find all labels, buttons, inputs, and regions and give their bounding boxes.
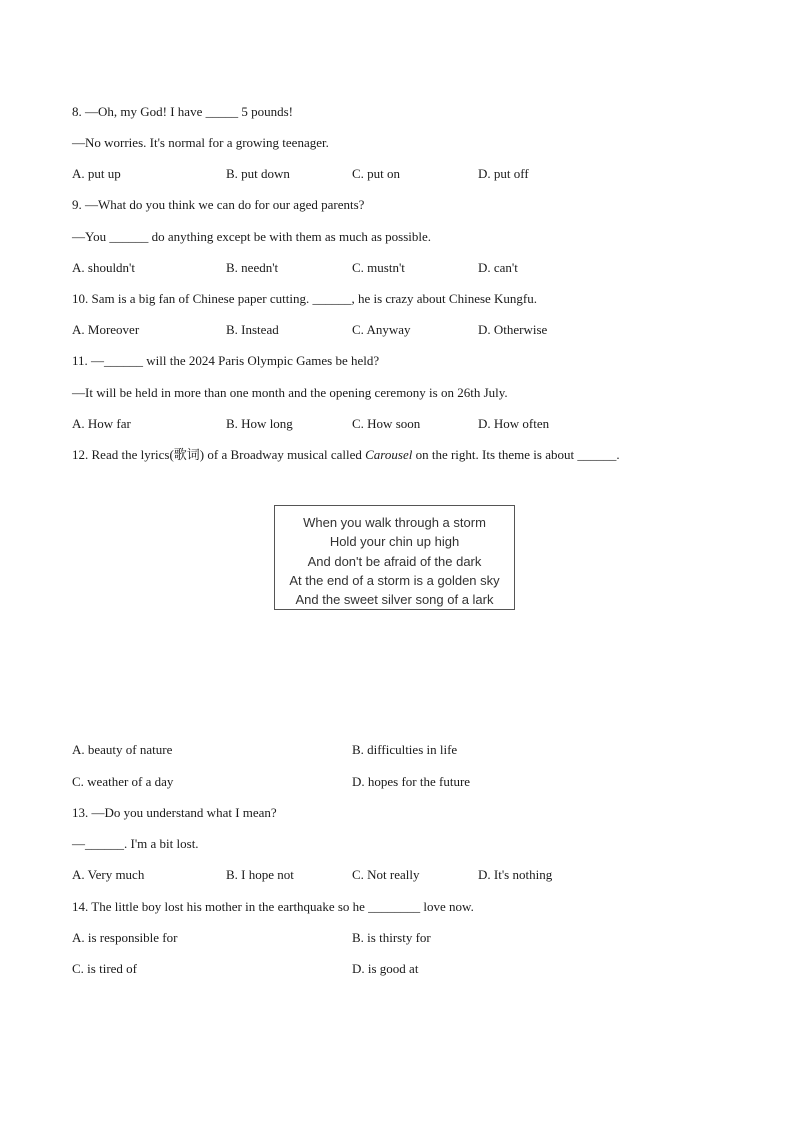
q13-option-a: A. Very much bbox=[72, 867, 145, 882]
question-12-stem: 12. Read the lyrics(歌词) of a Broadway musical called Carousel on the right. Its theme is about ______. bbox=[72, 447, 620, 462]
q11-option-a: A. How far bbox=[72, 416, 131, 431]
q14-option-a: A. is responsible for bbox=[72, 930, 178, 945]
question-9-stem: 9. —What do you think we can do for our aged parents? bbox=[72, 197, 365, 212]
q10-option-d: D. Otherwise bbox=[478, 322, 548, 337]
question-13-stem: 13. —Do you understand what I mean? bbox=[72, 805, 277, 820]
question-14-stem: 14. The little boy lost his mother in the earthquake so he ________ love now. bbox=[72, 899, 474, 914]
question-11-reply: —It will be held in more than one month and the opening ceremony is on 26th July. bbox=[72, 385, 508, 400]
question-11-stem: 11. —______ will the 2024 Paris Olympic Games be held? bbox=[72, 353, 380, 368]
q13-option-b: B. I hope not bbox=[226, 867, 294, 882]
q10-option-a: A. Moreover bbox=[72, 322, 140, 337]
q8-option-c: C. put on bbox=[352, 166, 401, 181]
q14-option-d: D. is good at bbox=[352, 961, 419, 976]
q8-option-b: B. put down bbox=[226, 166, 290, 181]
q8-option-a: A. put up bbox=[72, 166, 121, 181]
q9-option-c: C. mustn't bbox=[352, 260, 405, 275]
q13-option-d: D. It's nothing bbox=[478, 867, 553, 882]
question-8-stem: 8. —Oh, my God! I have _____ 5 pounds! bbox=[72, 104, 293, 119]
question-13-reply: —______. I'm a bit lost. bbox=[72, 836, 199, 851]
question-8-reply: —No worries. It's normal for a growing teenager. bbox=[72, 135, 329, 150]
q9-option-b: B. needn't bbox=[226, 260, 279, 275]
lyrics-line: At the end of a storm is a golden sky bbox=[289, 572, 500, 588]
q9-option-d: D. can't bbox=[478, 260, 518, 275]
lyrics-line: When you walk through a storm bbox=[303, 515, 486, 530]
q12-option-d: D. hopes for the future bbox=[352, 774, 471, 789]
q12-option-c: C. weather of a day bbox=[72, 774, 174, 789]
q8-option-d: D. put off bbox=[478, 166, 529, 181]
lyrics-line: And don't be afraid of the dark bbox=[307, 553, 482, 569]
q11-option-b: B. How long bbox=[226, 416, 293, 431]
q10-option-c: C. Anyway bbox=[352, 322, 411, 337]
question-9-reply: —You ______ do anything except be with them as much as possible. bbox=[72, 229, 432, 244]
q11-option-d: D. How often bbox=[478, 416, 550, 431]
q13-option-c: C. Not really bbox=[352, 867, 420, 882]
lyrics-line: And the sweet silver song of a lark bbox=[295, 592, 494, 608]
q9-option-a: A. shouldn't bbox=[72, 260, 136, 275]
q10-option-b: B. Instead bbox=[226, 322, 279, 337]
lyrics-box bbox=[274, 505, 515, 610]
q12-option-b: B. difficulties in life bbox=[352, 742, 458, 757]
question-10-stem: 10. Sam is a big fan of Chinese paper cutting. ______, he is crazy about Chinese Kungfu. bbox=[72, 291, 538, 306]
lyrics-line: Hold your chin up high bbox=[329, 534, 460, 550]
q14-option-c: C. is tired of bbox=[72, 961, 137, 976]
q11-option-c: C. How soon bbox=[352, 416, 421, 431]
q12-option-a: A. beauty of nature bbox=[72, 742, 173, 757]
q14-option-b: B. is thirsty for bbox=[352, 930, 431, 945]
